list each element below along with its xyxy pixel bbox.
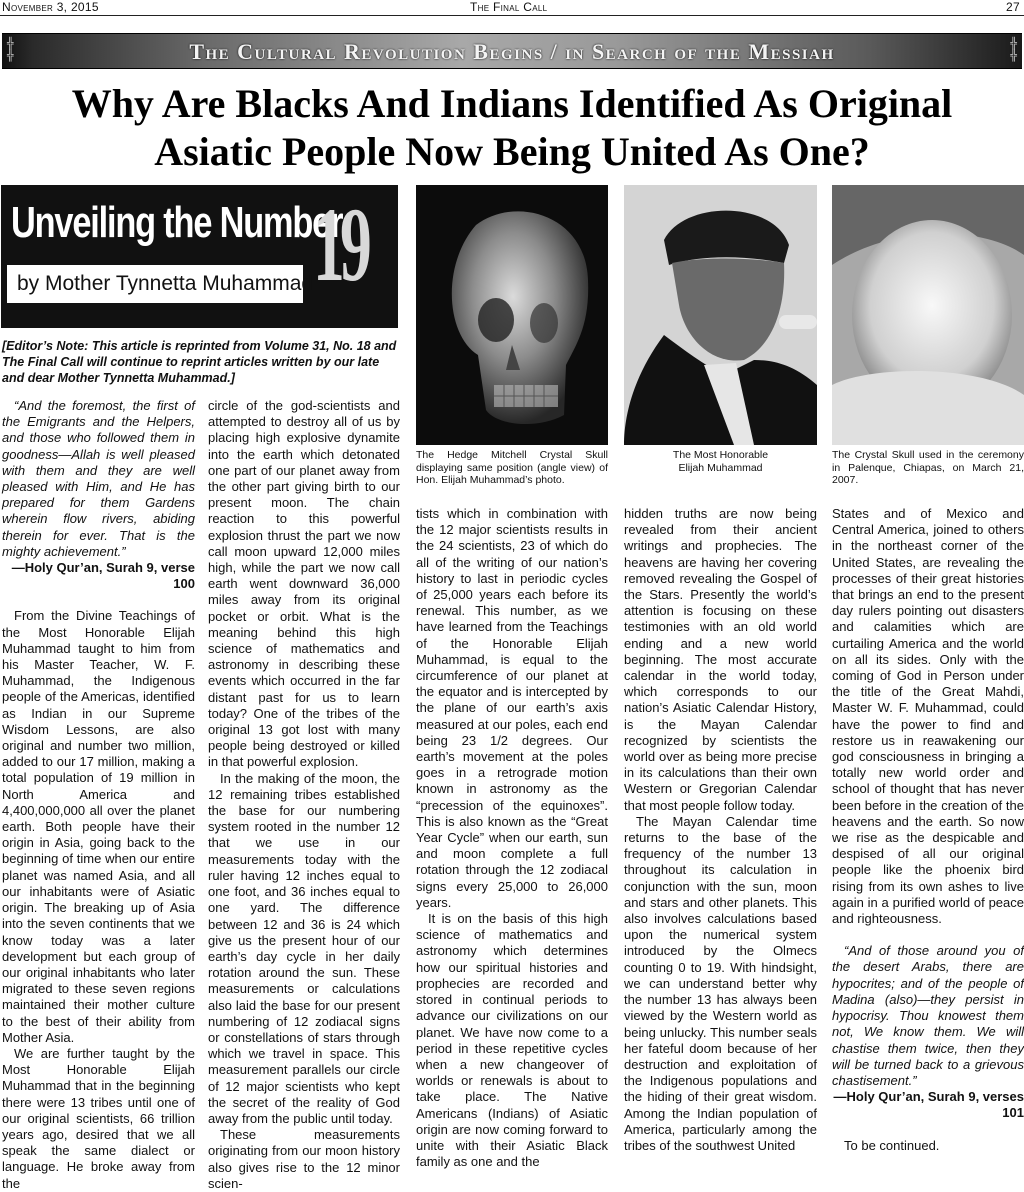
paragraph: circle of the god-scientists and attempted to destroy all of us by placing high explosive dynamite into the earth which detonated one part of our planet away from the other part giving birth to our present moon. The chain reaction to this powerful explosion thrust the part we now call moon upward 12,000 miles high, while the part we now call earth went downward 36,000 miles away from its original pocket or orbit. What is the meaning behind this high science of mathematics and astronomy in describing these events which occurred in the far distant past for us to learn today? One of the tribes of the original 13 got lost with many people being destroyed or killed in that powerful explosion. bbox=[208, 398, 400, 771]
paragraph: These measurements originating from our moon history also gives rise to the 12 minor scien- bbox=[208, 1127, 400, 1192]
article-column-1 bbox=[2, 398, 195, 1192]
paper-name: The Final Call bbox=[470, 0, 547, 14]
skull-caption: The Hedge Mitchell Crystal Skull displaying same position (angle view) of Hon. Elijah Muhammad’s photo. bbox=[416, 449, 608, 487]
paragraph: tists which in combination with the 12 major scientists results in the 24 scientists, 23 of which do all of the writing of our nation’s history to last in periodic cycles of 25,000 years each before its renewal. This number, as we have learned from the Teachings of the Honorable Elijah Muhammad, is equal to the circumference of our planet at the equator and is intercepted by the plane of our earth’s axis measured at our poles, each end being 23 1/2 degrees. Our earth’s movement at the poles goes in a retrograde motion known in astronomy as the “precession of the equinoxes”. This is also known as the “Great Year Cycle” when our earth, sun and moon complete a full rotation through the 12 zodiacal signs every 25,000 to 26,000 years. bbox=[416, 506, 608, 911]
article-column-5 bbox=[832, 506, 1024, 1154]
crystal-skull-photo bbox=[416, 185, 608, 445]
banner-title: The Cultural Revolution Begins / in Search of the Messiah bbox=[2, 39, 1022, 65]
column-logo bbox=[1, 185, 398, 328]
paragraph: It is on the basis of this high science of mathematics and astronomy which determines how our spiritual histories and prophecies are recorded and stored in continual periods to advance our civilizations on our planet. We have now come to a period in these repetitive cycles when a new changeover of worlds or renewals is about to take place. The Native Americans (Indians) of Asiatic origin are now coming forward to unite with their Asiatic Black family as one and the bbox=[416, 911, 608, 1170]
headline bbox=[0, 80, 1024, 176]
ceremony-skull-photo bbox=[832, 185, 1024, 445]
closing-quote: “And of those around you of the desert Arabs, there are hypocrites; and of the people of Madina (also)—they persist in hypocrisy. Thou knowest them not, We know them. We will chastise them twice, then they will be turned back to a grievous chastisement.” bbox=[832, 943, 1024, 1089]
elijah-caption bbox=[624, 449, 817, 474]
portrait-image bbox=[624, 185, 817, 445]
paragraph: In the making of the moon, the 12 remaining tribes established the base for our numbering system rooted in the number 12 that we use in our measurements today with the ruler having 12 inches equal to one foot, and 36 inches equal to one yard. The difference between 12 and 36 is 24 which give us the present hour of our earth’s day cycle in her daily rotation around the sun. These measurements or calculations also laid the base for our present numbering of 12 zodiacal signs or constellations of stars through which we travel in space. This measurement parallels our circle of 12 major scientists who kept the secret of the reality of God away from the public until today. bbox=[208, 771, 400, 1127]
page-number: 27 bbox=[1006, 0, 1020, 14]
elijah-caption-line-2: Elijah Muhammad bbox=[624, 462, 817, 475]
elijah-caption-line-1: The Most Honorable bbox=[624, 449, 817, 462]
issue-date: November 3, 2015 bbox=[2, 0, 99, 14]
article-column-3 bbox=[416, 506, 608, 1170]
crystal-skull-image bbox=[416, 185, 608, 445]
paragraph: We are further taught by the Most Honorable Elijah Muhammad that in the beginning there were 13 tribes until one of our original scientists, 66 trillion years ago, desired that we all speak the same dialect or language. He broke away from the bbox=[2, 1046, 195, 1192]
paragraph: States and of Mexico and Central America, joined to others in the northeast corner of the United States, are revealing the processes of their great histories that brings an end to the present day rulers pointing out disasters and calamities which are curtailing America and the world on all its sides. Only with the coming of God in Person under the title of the Great Mahdi, Master W. F. Muhammad, could have the power to find and restore us in reawakening our god consciousness in bringing a totally new world order and school of thought that has never been before in the creation of the heavens and the earth. So now we rise as the despicable and despised of all our original people like the phoenix bird rising from its own ashes to live again in a purified world of peace and righteousness. bbox=[832, 506, 1024, 927]
column-logo-byline: by Mother Tynnetta Muhammad bbox=[7, 265, 303, 303]
editors-note: [Editor’s Note: This article is reprinted from Volume 31, No. 18 and The Final Call will continue to reprint articles written by our late and dear Mother Tynnetta Muhammad.] bbox=[2, 338, 400, 386]
opening-quote: “And the foremost, the first of the Emigrants and the Helpers, and those who followed them in goodness—Allah is well pleased with them and they are well pleased with Him, and He has prepared for them Gardens wherein flow rivers, abiding therein for ever. That is the mighty achievement.” bbox=[2, 398, 195, 560]
opening-quote-citation: —Holy Qur’an, Surah 9, verse 100 bbox=[12, 560, 195, 591]
ornament-icon: ╬ ╬ bbox=[7, 38, 14, 62]
elijah-muhammad-photo bbox=[624, 185, 817, 445]
headline-line-1: Why Are Blacks And Indians Identified As Original bbox=[0, 80, 1024, 128]
ceremony-image bbox=[832, 185, 1024, 445]
paragraph: hidden truths are now being revealed from their ancient writings and prophecies. The heavens are having her covering removed revealing the Gospel of the Stars. Presently the world’s attention is focusing on these testimonies with an old world ending and a new world beginning. The most accurate calendar in the world today, which corresponds to our nation’s Asiatic Calendar History, is the Mayan Calendar recognized by scientists the world over as being more precise in its calculations than their own Western or Gregorian Calendar that most people follow today. bbox=[624, 506, 817, 814]
continued-note: To be continued. bbox=[832, 1138, 1024, 1154]
column-logo-number: 19 bbox=[313, 189, 367, 301]
paragraph: The Mayan Calendar time returns to the base of the frequency of the number 13 throughout its calculation in conjunction with the sun, moon and stars and other planets. This also involves calculations based upon the numerical system introduced by the Olmecs counting 0 to 19. With hindsight, we can understand better why the number 13 has always been viewed by the Western world as being unlucky. This number seals her fateful doom because of her destruction and exploitation of the Indigenous populations and the hiding of their great wisdom. Among the Indian population of America, particularly among the tribes of the southwest United bbox=[624, 814, 817, 1154]
article-column-2 bbox=[208, 398, 400, 1192]
crystal-caption: The Crystal Skull used in the ceremony in Palenque, Chiapas, on March 21, 2007. bbox=[832, 449, 1024, 487]
section-banner bbox=[2, 33, 1022, 69]
ornament-icon: ╬ ╬ bbox=[1010, 38, 1017, 62]
article-column-4 bbox=[624, 506, 817, 1154]
masthead bbox=[0, 0, 1024, 16]
column-logo-title: Unveiling the Number bbox=[11, 195, 342, 251]
closing-quote-citation: —Holy Qur’an, Surah 9, verses 101 bbox=[834, 1089, 1024, 1120]
headline-line-2: Asiatic People Now Being United As One? bbox=[0, 128, 1024, 176]
paragraph: From the Divine Teachings of the Most Honorable Elijah Muhammad taught to him from his Master Teacher, W. F. Muhammad, the Indigenous people of the Americas, identified as Indian in our Supreme Wisdom Lessons, are also original and number two million, added to our 17 million, making a total population of 19 million in North America and 4,400,000,000 all over the planet earth. Both people have their origin in Asia, going back to the beginning of time when our entire planet was named Asia, and all our inhabitants were of Asiatic origin. The breaking up of Asia into the seven continents that we know today was a later development but each group of our original inhabitants who later migrated to these seven regions maintained their mother culture to the best of their ability from Mother Asia. bbox=[2, 608, 195, 1045]
